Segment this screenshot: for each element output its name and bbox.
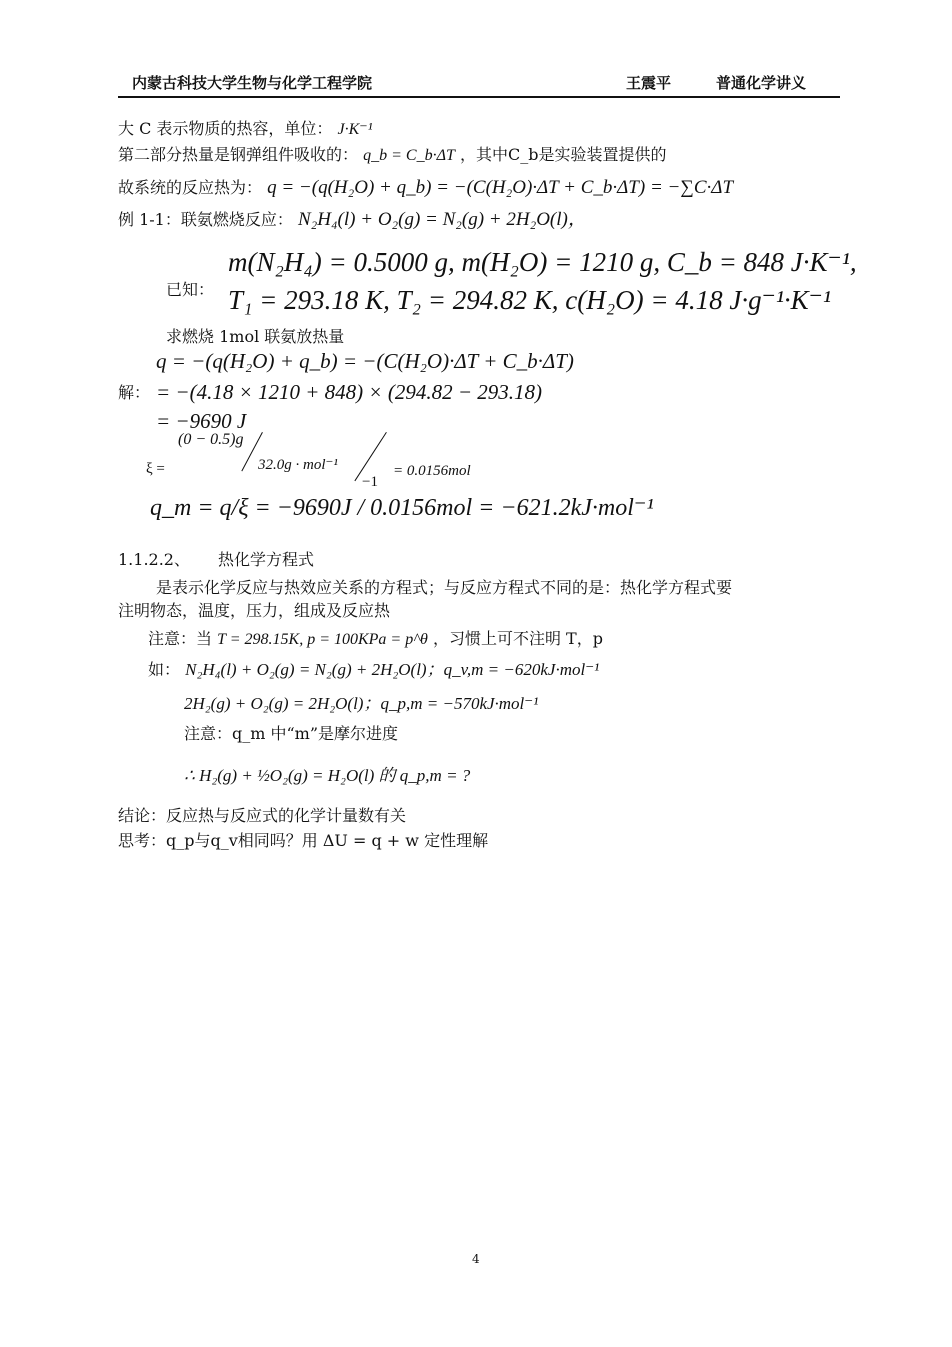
line-example-reaction (118, 210, 587, 230)
example-label: 例 1-1：联氨燃烧反应： (118, 210, 293, 229)
known-masses-equation: m(N₂H₄) = 0.5000 g, m(H₂O) = 1210 g, C_b = 848 J·K⁻¹, (228, 247, 857, 277)
thinking-question: 思考：q_p与q_v相同吗？用 ΔU = q + w 定性理解 (118, 831, 489, 850)
page-header (118, 70, 840, 98)
line-bomb-heat (118, 145, 666, 166)
known-temperatures-equation: T₁ = 293.18 K, T₂ = 294.82 K, c(H₂O) = 4.18 J·g⁻¹·K⁻¹ (228, 285, 832, 315)
known-label: 已知： (166, 280, 215, 299)
note-prefix: 注意：当 (148, 629, 213, 648)
solution-label: 解： (118, 383, 151, 402)
thermo-example-1 (148, 660, 599, 680)
line-bomb-heat-text: 第二部分热量是钢弹组件吸收的： (118, 145, 359, 164)
solution-equation-1: q = −(q(H₂O) + q_b) = −(C(H₂O)·ΔT + C_b·ΔT) (156, 349, 574, 373)
molar-heat-equation: q_m = q/ξ = −9690J / 0.0156mol = −621.2kJ·mol⁻¹ (150, 495, 654, 521)
header-institution: 内蒙古科技大学生物与化学工程学院 (132, 74, 373, 92)
line-heat-capacity-text: 大 C 表示物质的热容，单位： (118, 119, 333, 138)
line-heat-capacity (118, 119, 373, 140)
line-bomb-heat-rest: ，其中C_b是实验装置提供的 (459, 145, 667, 164)
xi-denominator: 32.0g · mol⁻¹ (258, 457, 338, 473)
conclusion-text: 结论：反应热与反应式的化学计量数有关 (118, 806, 407, 825)
section-number: 1.1.2.2、 (118, 550, 190, 569)
line-system-heat (118, 178, 733, 198)
page-number: 4 (472, 1252, 480, 1266)
header-course-title: 普通化学讲义 (716, 74, 807, 92)
xi-result: = 0.0156mol (393, 463, 471, 479)
note-rest: ，习惯上可不注明 T，p (432, 629, 603, 648)
molar-extent-note: 注意：q_m 中“m”是摩尔进度 (184, 724, 399, 743)
header-author: 王震平 (626, 74, 672, 92)
xi-label: ξ = (146, 461, 165, 477)
hydrazine-combustion-equation: N₂H₄(l) + O₂(g) = N₂(g) + 2H₂O(l)， (297, 209, 587, 230)
standard-conditions-equation: T = 298.15K, p = 100KPa = p^θ (217, 631, 428, 648)
xi-inverse-exponent: −1 (362, 474, 378, 490)
heat-capacity-unit: J·K⁻¹ (337, 121, 373, 138)
system-heat-equation: q = −(q(H₂O) + q_b) = −(C(H₂O)·ΔT + C_b·ΔT) = −∑C·ΔT (267, 177, 734, 198)
example-prefix: 如： (148, 660, 181, 679)
thermo-equation-2: 2H₂(g) + O₂(g) = 2H₂O(l)；q_p,m = −570kJ·mol⁻¹ (184, 694, 539, 713)
solution-equation-2: = −(4.18 × 1210 + 848) × (294.82 − 293.18) (156, 380, 542, 404)
paragraph-line-2: 注明物态，温度，压力，组成及反应热 (118, 601, 391, 620)
section-title: 热化学方程式 (218, 550, 315, 569)
xi-numerator: (0 − 0.5)g (178, 431, 244, 448)
line-system-heat-text: 故系统的反应热为： (118, 178, 263, 197)
solution-equation-3: = −9690 J (156, 409, 247, 433)
standard-conditions-note (148, 629, 603, 650)
paragraph-line-1: 是表示化学反应与热效应关系的方程式；与反应方程式不同的是：热化学方程式要 (156, 578, 733, 597)
question-text: 求燃烧 1mol 联氨放热量 (166, 327, 345, 346)
bomb-heat-equation: q_b = C_b·ΔT (363, 147, 455, 164)
thermo-equation-1: N₂H₄(l) + O₂(g) = N₂(g) + 2H₂O(l)；q_v,m = −620kJ·mol⁻¹ (185, 660, 600, 679)
therefore-equation: ∴ H₂(g) + ½O₂(g) = H₂O(l) 的 q_p,m = ? (184, 766, 471, 785)
